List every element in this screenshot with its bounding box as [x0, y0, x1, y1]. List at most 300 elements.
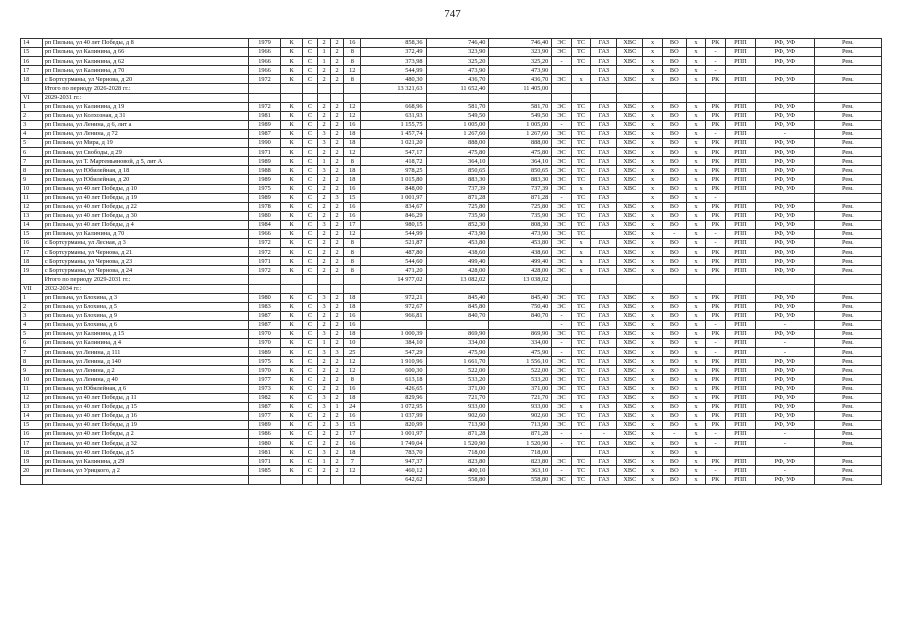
table-cell: РК: [706, 184, 726, 193]
table-cell: С: [302, 229, 317, 238]
table-cell: 1972: [248, 248, 281, 257]
table-cell: К: [281, 293, 303, 302]
table-cell: 2: [331, 66, 344, 75]
table-cell: ЭС: [552, 357, 572, 366]
table-cell: Рем.: [814, 257, 881, 266]
table-cell: ГАЗ: [591, 357, 617, 366]
table-row: [21, 120, 882, 129]
table-cell: х: [643, 357, 663, 366]
table-cell: ВО: [662, 39, 686, 48]
area-cell: 473,90: [489, 66, 552, 75]
table-cell: ГАЗ: [591, 339, 617, 348]
area-cell: 869,90: [489, 330, 552, 339]
area-cell: 848,00: [361, 184, 426, 193]
table-cell: С: [302, 129, 317, 138]
table-cell: х: [643, 229, 663, 238]
table-cell: ТС: [571, 111, 591, 120]
table-cell: ХВС: [617, 220, 643, 229]
table-row: [21, 248, 882, 257]
address-cell: с Бортсурманы, ул Чернова, д 21: [42, 248, 248, 257]
table-cell: 1985: [248, 466, 281, 475]
table-cell: ТС: [571, 48, 591, 57]
table-cell: К: [281, 339, 303, 348]
address-cell: рп Пильна, ул Калинина, д 15: [42, 330, 248, 339]
table-cell: РК: [706, 266, 726, 275]
table-cell: ГАЗ: [591, 166, 617, 175]
area-cell: 850,65: [426, 166, 489, 175]
table-cell: 14: [21, 411, 43, 420]
table-cell: ВО: [662, 129, 686, 138]
table-cell: -: [552, 439, 572, 448]
area-cell: 418,72: [361, 157, 426, 166]
table-cell: К: [281, 320, 303, 329]
area-cell: 547,17: [361, 148, 426, 157]
table-cell: [814, 93, 881, 102]
table-cell: С: [302, 193, 317, 202]
table-cell: 2: [331, 330, 344, 339]
table-cell: 8: [344, 257, 361, 266]
table-row: [21, 320, 882, 329]
table-cell: [591, 275, 617, 284]
table-cell: РПП: [725, 475, 755, 484]
table-cell: 3: [318, 330, 331, 339]
table-cell: 9: [21, 366, 43, 375]
address-cell: [42, 475, 248, 484]
table-cell: х: [686, 348, 706, 357]
table-cell: 1966: [248, 48, 281, 57]
table-row: [21, 257, 882, 266]
area-cell: 718,00: [426, 448, 489, 457]
table-row: [21, 166, 882, 175]
table-cell: 17: [344, 220, 361, 229]
table-cell: х: [643, 457, 663, 466]
table-cell: х: [686, 220, 706, 229]
table-cell: х: [643, 111, 663, 120]
table-row: [21, 457, 882, 466]
table-cell: 2: [331, 302, 344, 311]
table-cell: К: [281, 411, 303, 420]
table-cell: ВО: [662, 111, 686, 120]
table-cell: 1: [318, 48, 331, 57]
table-cell: [706, 284, 726, 293]
table-cell: С: [302, 302, 317, 311]
table-cell: ГАЗ: [591, 184, 617, 193]
table-cell: ГАЗ: [591, 66, 617, 75]
table-cell: 2: [331, 139, 344, 148]
area-cell: 544,99: [361, 66, 426, 75]
table-cell: х: [686, 166, 706, 175]
table-cell: х: [643, 339, 663, 348]
table-cell: 2: [318, 366, 331, 375]
table-cell: К: [281, 175, 303, 184]
table-cell: [552, 84, 572, 93]
table-cell: ГАЗ: [591, 257, 617, 266]
table-cell: [331, 84, 344, 93]
table-cell: С: [302, 202, 317, 211]
table-cell: 2: [331, 175, 344, 184]
table-cell: РК: [706, 39, 726, 48]
table-cell: -: [571, 430, 591, 439]
area-cell: 725,80: [426, 202, 489, 211]
table-cell: ВО: [662, 139, 686, 148]
table-cell: РПП: [725, 102, 755, 111]
area-cell: 363,10: [489, 466, 552, 475]
table-cell: Рем.: [814, 402, 881, 411]
table-cell: [281, 84, 303, 93]
area-cell: 1 910,96: [361, 357, 426, 366]
table-cell: 1989: [248, 175, 281, 184]
table-cell: 18: [344, 293, 361, 302]
table-row: [21, 193, 882, 202]
table-cell: -: [756, 466, 815, 475]
table-cell: х: [643, 266, 663, 275]
address-cell: рп Пильна, ул Ленина, д 2: [42, 366, 248, 375]
table-cell: ВО: [662, 375, 686, 384]
address-cell: Итого по периоду 2026-2028 гг.:: [42, 84, 248, 93]
table-cell: 2: [318, 384, 331, 393]
table-cell: 2: [318, 148, 331, 157]
area-cell: 1 015,80: [361, 175, 426, 184]
table-cell: ЭС: [552, 139, 572, 148]
table-cell: РПП: [725, 330, 755, 339]
table-cell: Рем.: [814, 430, 881, 439]
table-cell: 2: [331, 202, 344, 211]
table-cell: 2: [331, 111, 344, 120]
table-cell: 8: [344, 75, 361, 84]
table-cell: РФ, УФ: [756, 239, 815, 248]
area-cell: 840,70: [489, 311, 552, 320]
table-cell: х: [643, 375, 663, 384]
table-cell: х: [571, 75, 591, 84]
table-cell: х: [643, 120, 663, 129]
table-cell: х: [686, 384, 706, 393]
table-cell: ХВС: [617, 57, 643, 66]
table-cell: С: [302, 257, 317, 266]
table-cell: ЭС: [552, 239, 572, 248]
table-cell: [281, 475, 303, 484]
area-cell: 721,70: [489, 393, 552, 402]
table-cell: РПП: [725, 266, 755, 275]
area-cell: 471,20: [361, 266, 426, 275]
area-cell: 631,93: [361, 111, 426, 120]
table-cell: х: [643, 475, 663, 484]
table-cell: РПП: [725, 211, 755, 220]
table-cell: 12: [21, 202, 43, 211]
table-cell: Рем.: [814, 129, 881, 138]
table-cell: -: [552, 311, 572, 320]
table-cell: х: [643, 393, 663, 402]
table-cell: К: [281, 239, 303, 248]
area-cell: 436,70: [489, 75, 552, 84]
table-cell: 2: [331, 157, 344, 166]
table-row: [21, 111, 882, 120]
table-cell: РК: [706, 75, 726, 84]
table-cell: [725, 448, 755, 457]
table-row: [21, 411, 882, 420]
table-cell: ТС: [571, 157, 591, 166]
area-cell: 11 405,00: [489, 84, 552, 93]
table-cell: ГАЗ: [591, 293, 617, 302]
table-cell: РФ, УФ: [756, 330, 815, 339]
address-cell: 2032-2034 гг.:: [42, 284, 248, 293]
area-cell: 947,37: [361, 457, 426, 466]
table-cell: 12: [344, 148, 361, 157]
table-cell: ГАЗ: [591, 220, 617, 229]
table-cell: ЭС: [552, 375, 572, 384]
table-cell: 1: [21, 102, 43, 111]
table-row: [21, 448, 882, 457]
table-cell: [302, 475, 317, 484]
area-cell: 400,10: [426, 466, 489, 475]
area-cell: 475,90: [489, 348, 552, 357]
table-cell: х: [686, 39, 706, 48]
table-cell: 3: [318, 139, 331, 148]
table-cell: ЭС: [552, 229, 572, 238]
address-cell: рп Пильна, ул 40 лет Победы, д 30: [42, 211, 248, 220]
table-cell: х: [686, 402, 706, 411]
table-cell: [662, 284, 686, 293]
area-cell: 499,40: [426, 257, 489, 266]
area-cell: 852,30: [426, 220, 489, 229]
table-cell: 7: [344, 457, 361, 466]
table-cell: 2: [331, 320, 344, 329]
table-cell: 2: [318, 39, 331, 48]
table-cell: 2: [318, 357, 331, 366]
table-cell: х: [686, 202, 706, 211]
area-cell: 840,70: [426, 311, 489, 320]
table-cell: 2: [331, 129, 344, 138]
area-cell: 473,90: [489, 229, 552, 238]
table-cell: 2: [331, 257, 344, 266]
table-row: [21, 229, 882, 238]
address-cell: рп Пильна, ул 40 лет Победы, д 2: [42, 430, 248, 439]
table-cell: [331, 93, 344, 102]
table-cell: С: [302, 57, 317, 66]
table-cell: РПП: [725, 39, 755, 48]
table-cell: х: [643, 48, 663, 57]
table-cell: РПП: [725, 430, 755, 439]
table-cell: С: [302, 402, 317, 411]
table-cell: х: [686, 66, 706, 75]
table-cell: 2: [331, 439, 344, 448]
table-cell: РПП: [725, 166, 755, 175]
table-cell: Рем.: [814, 320, 881, 329]
table-cell: РПП: [725, 157, 755, 166]
area-cell: 845,40: [489, 293, 552, 302]
area-cell: 544,60: [361, 257, 426, 266]
table-cell: х: [643, 420, 663, 429]
table-cell: Рем.: [814, 211, 881, 220]
table-cell: х: [643, 348, 663, 357]
table-cell: [318, 284, 331, 293]
table-cell: ВО: [662, 175, 686, 184]
area-cell: 436,70: [426, 75, 489, 84]
table-cell: х: [686, 211, 706, 220]
table-cell: х: [686, 320, 706, 329]
table-cell: РПП: [725, 320, 755, 329]
table-cell: ТС: [571, 475, 591, 484]
table-cell: 11: [21, 384, 43, 393]
table-cell: х: [686, 129, 706, 138]
table-cell: Рем.: [814, 102, 881, 111]
table-cell: -: [706, 466, 726, 475]
table-cell: [756, 93, 815, 102]
table-cell: х: [643, 66, 663, 75]
table-cell: ХВС: [617, 202, 643, 211]
table-row: [21, 311, 882, 320]
table-cell: ЭС: [552, 102, 572, 111]
table-cell: 11: [21, 193, 43, 202]
area-cell: 845,40: [426, 293, 489, 302]
table-cell: х: [643, 57, 663, 66]
table-cell: ТС: [571, 357, 591, 366]
table-cell: [21, 84, 43, 93]
table-row: [21, 302, 882, 311]
table-cell: 2: [318, 111, 331, 120]
table-cell: ГАЗ: [591, 148, 617, 157]
table-cell: 19: [21, 266, 43, 275]
table-cell: ЭС: [552, 175, 572, 184]
table-cell: Рем.: [814, 375, 881, 384]
table-cell: РК: [706, 220, 726, 229]
table-cell: х: [686, 239, 706, 248]
table-cell: К: [281, 420, 303, 429]
table-cell: х: [643, 302, 663, 311]
table-cell: [814, 284, 881, 293]
table-cell: Рем.: [814, 248, 881, 257]
area-cell: [426, 320, 489, 329]
table-cell: ВО: [662, 457, 686, 466]
table-cell: х: [686, 48, 706, 57]
area-cell: 334,00: [426, 339, 489, 348]
table-cell: С: [302, 157, 317, 166]
area-cell: 902,60: [489, 411, 552, 420]
table-cell: 1972: [248, 266, 281, 275]
area-cell: 858,36: [361, 39, 426, 48]
table-cell: 2: [318, 430, 331, 439]
area-cell: 547,29: [361, 348, 426, 357]
table-cell: ТС: [571, 339, 591, 348]
table-cell: РПП: [725, 220, 755, 229]
table-cell: -: [552, 120, 572, 129]
area-cell: 888,00: [489, 139, 552, 148]
area-cell: 613,18: [361, 375, 426, 384]
table-cell: [318, 93, 331, 102]
table-cell: 15: [21, 229, 43, 238]
table-cell: 3: [331, 193, 344, 202]
table-cell: РФ, УФ: [756, 411, 815, 420]
area-cell: 544,99: [361, 229, 426, 238]
table-cell: ТС: [571, 39, 591, 48]
table-cell: [344, 475, 361, 484]
table-cell: -: [706, 348, 726, 357]
table-cell: 3: [318, 302, 331, 311]
table-cell: 3: [318, 220, 331, 229]
table-cell: ГАЗ: [591, 239, 617, 248]
table-cell: [756, 275, 815, 284]
table-cell: РФ, УФ: [756, 229, 815, 238]
table-cell: 7: [21, 157, 43, 166]
table-cell: 1987: [248, 129, 281, 138]
table-cell: 1987: [248, 320, 281, 329]
table-cell: К: [281, 184, 303, 193]
area-cell: 473,90: [426, 66, 489, 75]
address-cell: рп Пильна, ул Калинина, д 70: [42, 66, 248, 75]
table-cell: 18: [344, 448, 361, 457]
table-cell: 20: [21, 466, 43, 475]
table-cell: [281, 284, 303, 293]
area-cell: 364,10: [426, 157, 489, 166]
table-cell: [571, 275, 591, 284]
table-cell: ЭС: [552, 184, 572, 193]
table-cell: С: [302, 139, 317, 148]
table-cell: ВО: [662, 393, 686, 402]
area-cell: 487,80: [361, 248, 426, 257]
table-cell: х: [686, 248, 706, 257]
table-cell: Рем.: [814, 166, 881, 175]
area-cell: 850,65: [489, 166, 552, 175]
table-cell: 2: [21, 302, 43, 311]
table-cell: [331, 284, 344, 293]
table-cell: К: [281, 439, 303, 448]
table-cell: РПП: [725, 257, 755, 266]
table-cell: РФ, УФ: [756, 402, 815, 411]
table-cell: Рем.: [814, 266, 881, 275]
table-cell: Рем.: [814, 330, 881, 339]
table-cell: 3: [331, 420, 344, 429]
table-cell: ВО: [662, 348, 686, 357]
table-cell: 18: [21, 75, 43, 84]
table-cell: [318, 275, 331, 284]
table-cell: [706, 84, 726, 93]
area-cell: 871,28: [426, 430, 489, 439]
area-cell: 978,25: [361, 166, 426, 175]
table-cell: [725, 275, 755, 284]
table-cell: [617, 275, 643, 284]
area-cell: [426, 93, 489, 102]
table-cell: [344, 275, 361, 284]
area-cell: 820,99: [361, 420, 426, 429]
table-cell: РФ, УФ: [756, 393, 815, 402]
area-cell: 642,62: [361, 475, 426, 484]
address-cell: с Бортсурманы, ул Чернова, д 20: [42, 75, 248, 84]
table-cell: РК: [706, 166, 726, 175]
table-cell: 1987: [248, 311, 281, 320]
table-cell: К: [281, 375, 303, 384]
table-row: [21, 284, 882, 293]
area-cell: 323,90: [426, 48, 489, 57]
table-cell: ТС: [571, 120, 591, 129]
table-cell: 1980: [248, 211, 281, 220]
table-cell: РК: [706, 393, 726, 402]
address-cell: рп Пильна, ул Ленина, д 72: [42, 129, 248, 138]
table-cell: 15: [21, 420, 43, 429]
area-cell: 533,20: [489, 375, 552, 384]
table-cell: К: [281, 366, 303, 375]
table-row: [21, 48, 882, 57]
table-cell: ТС: [571, 211, 591, 220]
table-cell: ТС: [571, 411, 591, 420]
table-cell: Рем.: [814, 411, 881, 420]
table-cell: -: [756, 439, 815, 448]
table-cell: С: [302, 211, 317, 220]
table-cell: 25: [344, 348, 361, 357]
table-cell: [617, 284, 643, 293]
table-cell: РПП: [725, 239, 755, 248]
table-cell: ТС: [571, 384, 591, 393]
table-cell: 18: [344, 139, 361, 148]
table-cell: ГАЗ: [591, 402, 617, 411]
